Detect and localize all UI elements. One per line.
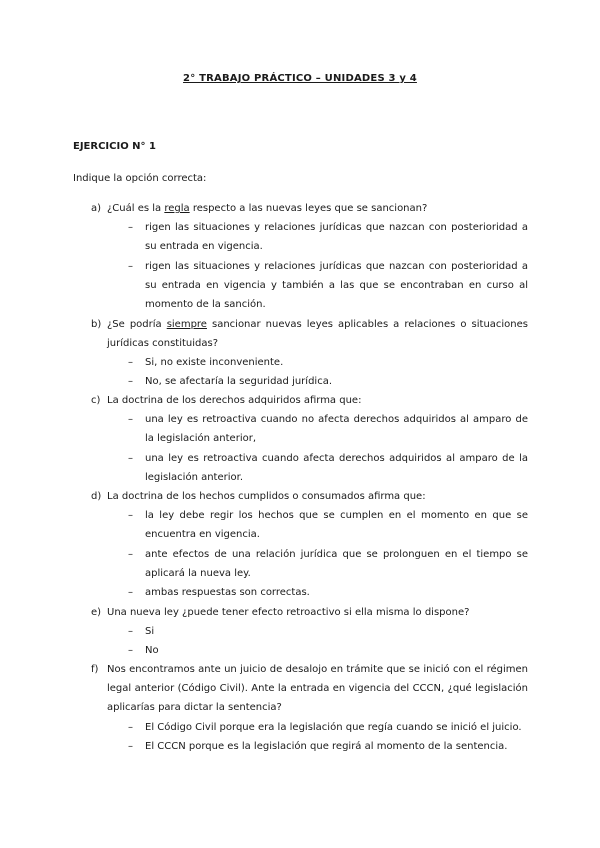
- option-text: No, se afectaría la seguridad jurídica.: [145, 376, 333, 387]
- dash-bullet: –: [128, 741, 133, 752]
- dash-bullet: –: [128, 376, 133, 387]
- option-text: El Código Civil porque era la legislación que regía cuando se inició el juicio.: [145, 722, 522, 733]
- option-text: El CCCN porque es la legislación que regirá al momento de la sentencia.: [145, 741, 508, 752]
- question-text: ¿Se podría siempre sancionar nuevas leyes aplicables a relaciones o situaciones jurídicas constituidas?: [107, 319, 528, 349]
- option-item: [128, 506, 528, 544]
- option-text: una ley es retroactiva cuando afecta derechos adquiridos al amparo de la legislación anterior.: [145, 453, 528, 483]
- option-item: [128, 622, 528, 641]
- option-text: una ley es retroactiva cuando no afecta derechos adquiridos al amparo de la legislación anterior,: [145, 414, 528, 444]
- question-text: La doctrina de los derechos adquiridos afirma que:: [107, 395, 362, 406]
- option-text: rigen las situaciones y relaciones jurídicas que nazcan con posterioridad a su entrada en vigencia y también a las que se encontraban en curso al momento de la sanción.: [145, 261, 528, 310]
- document-title: 2° TRABAJO PRÁCTICO – UNIDADES 3 y 4: [183, 73, 417, 84]
- dash-bullet: –: [128, 645, 133, 656]
- dash-bullet: –: [128, 549, 133, 560]
- question-text: La doctrina de los hechos cumplidos o consumados afirma que:: [107, 491, 426, 502]
- emphasis-word: siempre: [166, 319, 207, 330]
- emphasis-word: regla: [164, 203, 190, 214]
- question-label: e): [91, 607, 102, 618]
- option-item: [128, 410, 528, 448]
- option-text: la ley debe regir los hechos que se cumplen en el momento en que se encuentra en vigencia.: [145, 510, 528, 540]
- dash-bullet: –: [128, 626, 133, 637]
- dash-bullet: –: [128, 414, 133, 425]
- option-item: [128, 583, 528, 602]
- question-label: c): [91, 395, 101, 406]
- dash-bullet: –: [128, 222, 133, 233]
- exercise-heading: EJERCICIO N° 1: [73, 141, 156, 152]
- option-text: Si: [145, 626, 155, 637]
- dash-bullet: –: [128, 261, 133, 272]
- instruction-text: Indique la opción correcta:: [73, 173, 207, 184]
- option-item: [128, 372, 528, 391]
- option-item: [128, 718, 528, 737]
- option-item: [128, 257, 528, 314]
- question-label: f): [91, 664, 99, 675]
- question-f: [91, 660, 528, 717]
- dash-bullet: –: [128, 510, 133, 521]
- question-label: b): [91, 319, 102, 330]
- question-a: [91, 199, 528, 218]
- question-b: [91, 315, 528, 353]
- question-text: Una nueva ley ¿puede tener efecto retroactivo si ella misma lo dispone?: [107, 607, 470, 618]
- dash-bullet: –: [128, 722, 133, 733]
- option-item: [128, 641, 528, 660]
- option-text: ambas respuestas son correctas.: [145, 587, 310, 598]
- dash-bullet: –: [128, 357, 133, 368]
- question-label: d): [91, 491, 102, 502]
- option-text: rigen las situaciones y relaciones jurídicas que nazcan con posterioridad a su entrada en vigencia.: [145, 222, 528, 252]
- question-c: [91, 391, 528, 410]
- option-item: [128, 737, 528, 756]
- question-text: ¿Cuál es la regla respecto a las nuevas leyes que se sancionan?: [107, 203, 428, 214]
- option-item: [128, 449, 528, 487]
- question-label: a): [91, 203, 102, 214]
- option-text: ante efectos de una relación jurídica que se prolonguen en el tiempo se aplicará la nueva ley.: [145, 549, 528, 579]
- dash-bullet: –: [128, 453, 133, 464]
- option-item: [128, 353, 528, 372]
- option-item: [128, 545, 528, 583]
- option-text: No: [145, 645, 159, 656]
- option-text: Si, no existe inconveniente.: [145, 357, 284, 368]
- dash-bullet: –: [128, 587, 133, 598]
- question-text: Nos encontramos ante un juicio de desalojo en trámite que se inició con el régimen legal anterior (Código Civil). Ante la entrada en vigencia del CCCN, ¿qué legislación aplicarías para dictar la sentencia?: [107, 664, 528, 713]
- option-item: [128, 218, 528, 256]
- question-e: [91, 603, 528, 622]
- question-d: [91, 487, 528, 506]
